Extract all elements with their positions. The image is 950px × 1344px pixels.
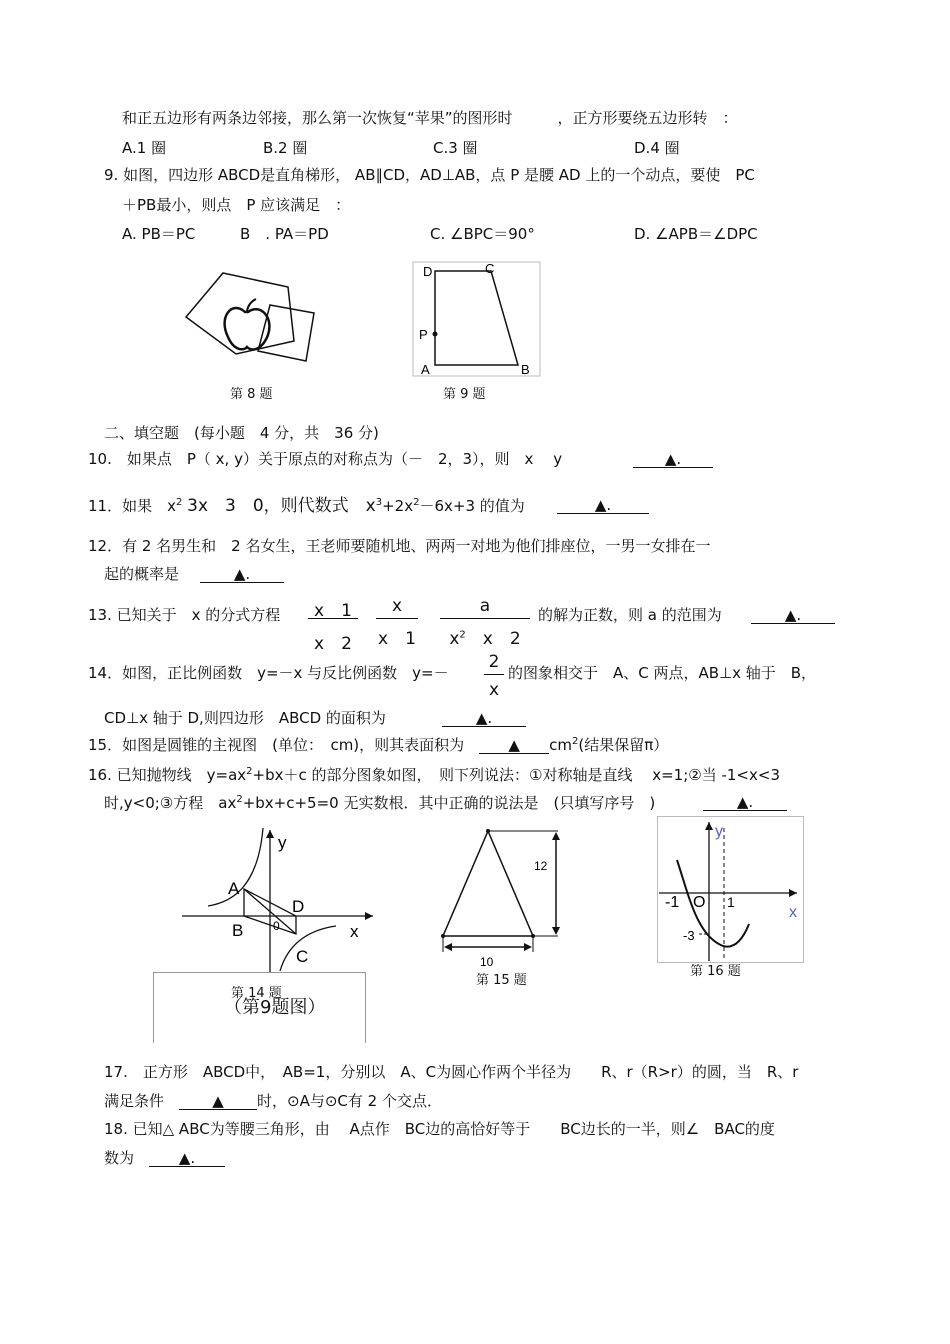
answer-triangle-icon: ▲ [736, 793, 749, 811]
answer-triangle-icon: ▲ [212, 1092, 224, 1110]
fig16-label-minus3: -3 [683, 928, 695, 943]
q9-option-d: D. ∠APB＝∠DPC [634, 225, 758, 243]
q16-line1: 16. 已知抛物线 $y=ax^2+bx+c$ 的部分图象如图， 则下列说法：①对称轴是直线 x=1;②当 -1<x<3 [88, 766, 780, 784]
q12-line1: 12．有 2 名男生和 2 名女生，王老师要随机地、两两一对地为他们排座位，一男一女排在一 [88, 537, 711, 555]
figure-16-caption: 第 16 题 [690, 964, 741, 979]
q10-answer-blank[interactable]: ▲. [633, 452, 713, 468]
q14-answer-blank[interactable]: ▲. [442, 711, 526, 727]
fig14-label-origin: 0 [273, 919, 280, 933]
figure-9-overlay-caption: （第9题图） [224, 997, 326, 1018]
figure-8-caption: 第 8 题 [230, 387, 273, 402]
q17-line1: 17. 正方形 ABCD中， AB=1，分别以 A、C为圆心作两个半径为 R、r（R>r）的圆，当 R、r [104, 1063, 799, 1081]
fig16-label-y: y [715, 823, 723, 840]
fig15-base-label: 10 [480, 955, 494, 969]
q18-line2: 数为 ▲. [104, 1151, 225, 1167]
q15-text: 15．如图是圆锥的主视图 (单位： cm)，则其表面积为 ▲ $cm^2$(结果保留π） [88, 736, 669, 754]
q8-option-a: A.1 圈 [122, 139, 167, 157]
fig9-label-a: A [421, 362, 430, 377]
q9-option-b: B . PA＝PD [240, 225, 329, 243]
answer-triangle-icon: ▲ [178, 1149, 191, 1167]
fig14-label-c: C [296, 947, 309, 966]
fig14-label-d: D [292, 897, 305, 916]
q13-fraction-3: a $x^2$ x 2 [440, 596, 530, 649]
fig14-label-b: B [232, 921, 244, 940]
figure-15-caption: 第 15 题 [476, 973, 527, 988]
q8-option-b: B.2 圈 [263, 139, 308, 157]
figure-9-trapezoid [413, 262, 541, 378]
fig14-label-x: x [350, 922, 359, 941]
section-2-heading: 二、填空题 (每小题 4 分，共 36 分) [104, 424, 379, 442]
q17-answer-blank[interactable] [179, 1094, 257, 1110]
fig14-label-y: y [278, 833, 287, 852]
q13-pre: 13. 已知关于 x 的分式方程 [88, 606, 281, 624]
q15-answer-blank[interactable] [479, 738, 549, 754]
figure-9-caption: 第 9 题 [443, 387, 486, 402]
q14-post: 的图象相交于 A、C 两点，AB⊥x 轴于 B， [508, 664, 817, 682]
fig16-label-x: x [789, 904, 797, 921]
fig14-label-a: A [228, 879, 240, 898]
fig9-label-p: P [419, 327, 428, 342]
answer-triangle-icon: ▲ [233, 565, 246, 583]
answer-triangle-icon: ▲ [664, 450, 677, 468]
q9-line2: ＋PB最小，则点 P 应该满足 ： [122, 196, 351, 214]
q8-continuation: 和正五边形有两条边邻接，那么第一次恢复“苹果”的图形时 ，正方形要绕五边形转 ： [122, 109, 738, 127]
q13-answer-blank[interactable]: ▲. [751, 608, 835, 624]
fig16-label-origin: O [693, 894, 706, 911]
answer-triangle-icon: ▲ [475, 709, 488, 727]
fig15-height-label: 12 [534, 859, 548, 873]
figure-14-hyperbola [178, 826, 378, 976]
q18-answer-blank[interactable]: ▲. [149, 1151, 225, 1167]
q10-text: 10. 如果点 P（ x, y）关于原点的对称点为（－ 2，3），则 x y [88, 450, 563, 468]
figure-16-parabola [657, 816, 805, 964]
q16-answer-blank[interactable]: ▲. [703, 795, 787, 811]
q18-line1: 18. 已知△ ABC为等腰三角形，由 A点作 BC边的高恰好等于 BC边长的一半，则∠ BAC的度 [104, 1120, 775, 1138]
q14-pre: 14．如图，正比例函数 y=－x 与反比例函数 y=－ [88, 664, 449, 682]
fig16-label-minus1: -1 [665, 894, 680, 911]
fig9-label-c: C [485, 261, 495, 276]
q9-line1: 9. 如图，四边形 ABCD是直角梯形， AB∥CD，AD⊥AB，点 P 是腰 AD 上的一个动点，要使 PC [104, 166, 755, 184]
q12-answer-blank[interactable]: ▲. [200, 567, 284, 583]
q9-option-a: A. PB＝PC [122, 225, 196, 243]
fig16-label-1: 1 [727, 894, 735, 910]
fig9-label-d: D [423, 264, 433, 279]
q16-line2: 时,y<0;③方程 $ax^2+bx+c+5=0$ 无实数根．其中正确的说法是 (只填写序号 ) [104, 794, 656, 812]
figure-15-cone [430, 826, 580, 969]
q8-option-d: D.4 圈 [634, 139, 680, 157]
q11-text: 11．如果 $x^2$ 3x 3 0，则代数式 $x^3+2x^2-6x+3$ 的值为 [88, 496, 525, 516]
q13-fraction-2: x x 1 [376, 596, 418, 649]
answer-triangle-icon: ▲ [508, 736, 520, 754]
q13-post: 的解为正数，则 a 的范围为 [538, 606, 722, 624]
fig9-label-b: B [521, 362, 530, 377]
figure-8-pentagon-apple [170, 265, 320, 365]
q14-fraction: 2 x [484, 652, 504, 700]
q13-fraction-1: x 1 x 2 [308, 596, 358, 654]
q8-option-c: C.3 圈 [433, 139, 478, 157]
answer-triangle-icon: ▲ [594, 496, 607, 514]
figure-14-caption: 第 14 题 [231, 986, 282, 1001]
q11-answer-blank[interactable]: ▲. [557, 498, 649, 514]
q12-line2: 起的概率是 [104, 565, 180, 583]
q9-option-c: C. ∠BPC＝90° [430, 225, 535, 243]
q14-line2: CD⊥x 轴于 D,则四边形 ABCD 的面积为 [104, 709, 386, 727]
q17-line2: 满足条件 ▲ 时，⊙A与⊙C有 2 个交点． [104, 1092, 442, 1110]
answer-triangle-icon: ▲ [784, 606, 797, 624]
